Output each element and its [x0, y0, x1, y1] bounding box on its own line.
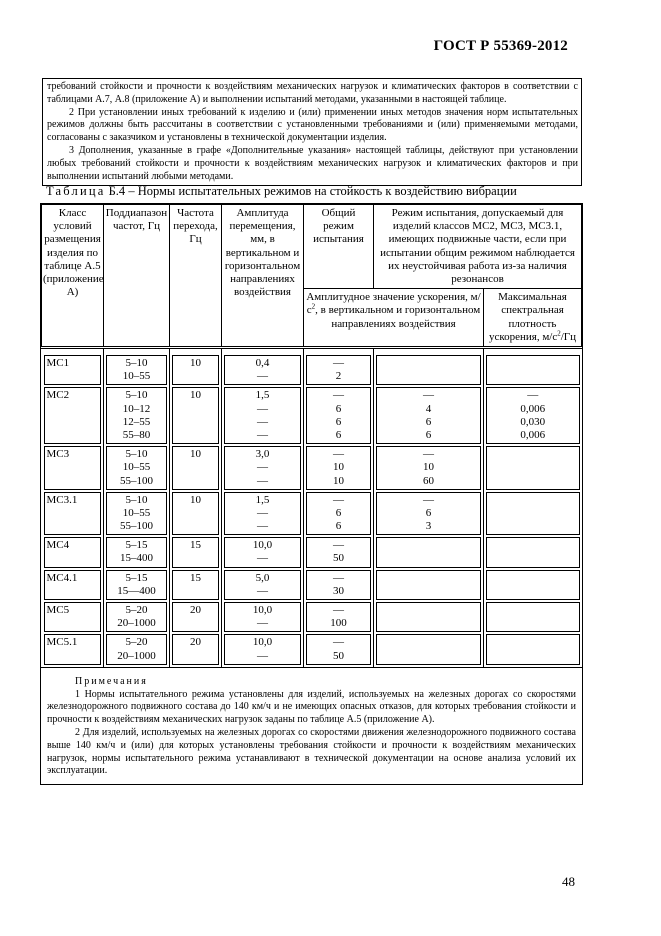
- table-body: [42, 348, 582, 667]
- amplitude-cell: [224, 446, 301, 490]
- cell-line: 10: [190, 448, 201, 461]
- cell-line: МС1: [46, 357, 70, 370]
- cell-line: 10–12: [122, 402, 151, 415]
- cell-line: 0,4: [255, 357, 270, 370]
- cell-line: [487, 617, 579, 630]
- col-amplitude: Амплитуда перемещения, мм, в вертикальном и горизонтальном направлениях воздействия: [222, 205, 304, 348]
- cell-line: 15: [190, 539, 201, 552]
- cell-line: [173, 585, 218, 598]
- movable-cell: [376, 387, 481, 444]
- cell-line: 20–1000: [117, 649, 156, 662]
- cell-line: МС3: [46, 448, 70, 461]
- cell-line: [173, 475, 218, 488]
- cell-line: —: [257, 506, 268, 519]
- cell-line: [47, 370, 101, 383]
- general-cell: [306, 355, 371, 385]
- cell-line: [47, 552, 101, 565]
- amplitude-cell: [224, 634, 301, 664]
- cell-line: —: [333, 604, 344, 617]
- crossover-cell: [172, 446, 219, 490]
- movable-cell: [376, 570, 481, 600]
- cell-line: [173, 416, 218, 429]
- table-notes: [41, 667, 582, 784]
- cell-line: МС4.1: [46, 571, 78, 584]
- cell-line: [377, 357, 480, 370]
- movable-cell: [376, 446, 481, 490]
- cell-line: —: [333, 493, 344, 506]
- notes-item-1: 1 Нормы испытательного режима установлены для изделий, используемых на железных дорогах со скоростями железнодорожного подвижного состава до 140 км/ч и не имеющих опасных отказов, для которых требования стойкости и прочности к воздействиям механических нагрузок заданы по таблице А.5 (приложение А).: [47, 688, 576, 726]
- cell-line: [377, 617, 480, 630]
- cell-line: [487, 572, 579, 585]
- freq-cell: [106, 537, 167, 567]
- cell-line: 6: [335, 520, 342, 533]
- table-row: [42, 602, 582, 634]
- freq-cell: [106, 570, 167, 600]
- table-row: [42, 492, 582, 538]
- cell-line: 20–1000: [117, 617, 156, 630]
- col-acceleration: Амплитудное значение ускорения, $м/с^2$, в вертикальном и горизонтальном направлениях воздействия: [304, 289, 484, 348]
- cell-line: 5–15: [125, 539, 148, 552]
- cell-line: 5–20: [125, 636, 148, 649]
- cell-line: 10: [333, 474, 344, 487]
- psd-cell: [486, 446, 580, 490]
- amplitude-cell: [224, 602, 301, 632]
- cell-line: 15–400: [120, 552, 153, 565]
- amplitude-cell: [224, 537, 301, 567]
- cell-line: [173, 507, 218, 520]
- crossover-cell: [172, 570, 219, 600]
- cell-line: [377, 604, 480, 617]
- cell-line: [487, 475, 579, 488]
- class-cell: [44, 602, 102, 632]
- psd-cell: [486, 537, 580, 567]
- cell-line: МС3.1: [46, 493, 78, 506]
- cell-line: —: [257, 474, 268, 487]
- cell-line: 4: [425, 402, 432, 415]
- note-3: 3 Дополнения, указанные в графе «Дополнительные указания» настоящей таблицы, действуют при установлении любых требований стойкости и прочности к воздействиям механических нагрузок и климатических факторов и при выполнении испытаний любыми методами.: [47, 144, 578, 182]
- cell-line: 60: [423, 474, 434, 487]
- cell-line: 3,0: [255, 448, 270, 461]
- crossover-cell: [172, 355, 219, 385]
- cell-line: 100: [330, 617, 347, 630]
- cell-line: 55–100: [120, 520, 153, 533]
- cell-line: [487, 507, 579, 520]
- amplitude-cell: [224, 570, 301, 600]
- cell-line: [47, 507, 101, 520]
- movable-cell: [376, 537, 481, 567]
- notes-item-2: 2 Для изделий, используемых на железных дорогах со скоростями движения железнодорожного подвижного состава выше 140 км/ч и (или) для которых установлены требования стойкости и прочности к воздействиям механических нагрузок, нормы испытательного режима устанавливают в технической документации на основе анализа условий их эксплуатации.: [47, 726, 576, 777]
- cell-line: —: [257, 415, 268, 428]
- cell-line: [487, 585, 579, 598]
- note-continuation: требований стойкости и прочности к воздействиям механических нагрузок и климатических факторов в соответствии с таблицами А.7, А.8 (приложение А) и выполнении испытаний методами, указанными в настоящей таблице.: [47, 81, 578, 105]
- crossover-cell: [172, 492, 219, 536]
- cell-line: 50: [333, 552, 344, 565]
- page-number: 48: [562, 874, 575, 889]
- freq-cell: [106, 602, 167, 632]
- cell-line: —: [333, 389, 344, 402]
- cell-line: 50: [333, 649, 344, 662]
- cell-line: [487, 552, 579, 565]
- class-cell: [44, 537, 102, 567]
- cell-line: [487, 461, 579, 474]
- cell-line: 15—400: [117, 584, 156, 597]
- cell-line: —: [257, 402, 268, 415]
- cell-line: МС5: [46, 604, 70, 617]
- movable-cell: [376, 602, 481, 632]
- cell-line: [47, 403, 101, 416]
- cell-line: —: [423, 493, 434, 506]
- col-crossover: Частота перехода, Гц: [170, 205, 222, 348]
- notes-heading: Примечания: [75, 675, 148, 687]
- cell-line: —: [333, 448, 344, 461]
- cell-line: [377, 552, 480, 565]
- cell-line: 6: [335, 402, 342, 415]
- cell-line: 6: [335, 415, 342, 428]
- cell-line: 2: [335, 370, 342, 383]
- cell-line: [173, 552, 218, 565]
- cell-line: МС5.1: [46, 636, 78, 649]
- cell-line: 10,0: [252, 604, 273, 617]
- cell-line: [47, 585, 101, 598]
- freq-cell: [106, 355, 167, 385]
- cell-line: —: [257, 428, 268, 441]
- cell-line: [487, 604, 579, 617]
- class-cell: [44, 570, 102, 600]
- cell-line: 6: [425, 428, 432, 441]
- class-cell: [44, 634, 102, 664]
- table-row: [42, 387, 582, 446]
- cell-line: 10,0: [252, 636, 273, 649]
- cell-line: [173, 650, 218, 663]
- table-row: [42, 446, 582, 492]
- cell-line: [487, 539, 579, 552]
- cell-line: [173, 429, 218, 442]
- cell-line: [377, 650, 480, 663]
- cell-line: —: [527, 389, 539, 402]
- class-cell: [44, 446, 102, 490]
- cell-line: [47, 461, 101, 474]
- cell-line: —: [257, 461, 268, 474]
- cell-line: [377, 370, 480, 383]
- col-general: Общий режим испытания: [304, 205, 374, 289]
- table-row: [42, 570, 582, 602]
- cell-line: 5,0: [255, 571, 270, 584]
- cell-line: [487, 494, 579, 507]
- cell-line: [173, 520, 218, 533]
- cell-line: 10–55: [122, 370, 151, 383]
- cell-line: 6: [335, 428, 342, 441]
- freq-cell: [106, 387, 167, 444]
- cell-line: —: [257, 649, 268, 662]
- cell-line: 10–55: [122, 461, 151, 474]
- cell-line: 5–10: [125, 448, 148, 461]
- freq-cell: [106, 634, 167, 664]
- cell-line: [487, 650, 579, 663]
- crossover-cell: [172, 634, 219, 664]
- cell-line: 55–100: [120, 474, 153, 487]
- cell-line: —: [333, 357, 344, 370]
- psd-cell: [486, 355, 580, 385]
- table-caption-number: Б.4: [108, 184, 126, 198]
- movable-cell: [376, 634, 481, 664]
- cell-line: [377, 572, 480, 585]
- class-cell: [44, 387, 102, 444]
- cell-line: 5–20: [125, 604, 148, 617]
- cell-line: 5–10: [125, 493, 148, 506]
- cell-line: 10–55: [122, 506, 151, 519]
- cell-line: 0,006: [520, 428, 546, 441]
- table-caption: [46, 184, 517, 199]
- freq-cell: [106, 446, 167, 490]
- crossover-cell: [172, 387, 219, 444]
- col-movable: Режим испытания, допускаемый для изделий классов МС2, МС3, МС3.1, имеющих подвижные части, если при испытании общим режимом наблюдается их неустойчивая работа из-за наличия резонансов: [374, 205, 582, 289]
- note-2: 2 При установлении иных требований к изделию и (или) применении иных методов значения норм испытательных режимов должны быть рассчитаны в соответствии с установленными требованиями и (или) применяемыми методами, согласованы с заказчиком и установлены в технической документации изделия.: [47, 106, 578, 144]
- cell-line: —: [333, 636, 344, 649]
- cell-line: 30: [333, 584, 344, 597]
- cell-line: 55–80: [122, 428, 151, 441]
- cell-line: [487, 636, 579, 649]
- cell-line: 3: [425, 520, 432, 533]
- cell-line: [47, 475, 101, 488]
- general-cell: [306, 446, 371, 490]
- cell-line: [173, 617, 218, 630]
- cell-line: [173, 370, 218, 383]
- cell-line: [47, 416, 101, 429]
- cell-line: —: [257, 370, 268, 383]
- cell-line: [487, 448, 579, 461]
- psd-cell: [486, 492, 580, 536]
- cell-line: —: [333, 571, 344, 584]
- table-row: [42, 537, 582, 569]
- freq-cell: [106, 492, 167, 536]
- cell-line: —: [257, 617, 268, 630]
- previous-table-notes: [42, 78, 582, 186]
- cell-line: 1,5: [255, 493, 270, 506]
- cell-line: 10,0: [252, 539, 273, 552]
- cell-line: 10: [190, 493, 201, 506]
- general-cell: [306, 634, 371, 664]
- cell-line: 20: [190, 636, 201, 649]
- amplitude-cell: [224, 387, 301, 444]
- cell-line: [173, 403, 218, 416]
- cell-line: [487, 520, 579, 533]
- cell-line: —: [257, 520, 268, 533]
- cell-line: —: [257, 552, 268, 565]
- cell-line: 20: [190, 604, 201, 617]
- cell-line: МС4: [46, 539, 70, 552]
- general-cell: [306, 570, 371, 600]
- crossover-cell: [172, 537, 219, 567]
- general-cell: [306, 492, 371, 536]
- cell-line: [487, 370, 579, 383]
- col-subrange: Поддиапазон частот, Гц: [104, 205, 170, 348]
- table-row: [42, 634, 582, 666]
- cell-line: [47, 617, 101, 630]
- cell-line: —: [423, 448, 434, 461]
- col-psd: Максимальная спектральная плотность ускорения, $м/с^2/Гц$: [484, 289, 582, 348]
- cell-line: [377, 585, 480, 598]
- psd-cell: [486, 570, 580, 600]
- cell-line: 15: [190, 571, 201, 584]
- cell-line: —: [257, 584, 268, 597]
- cell-line: 0,006: [520, 402, 546, 415]
- amplitude-cell: [224, 355, 301, 385]
- cell-line: 0,030: [520, 415, 546, 428]
- cell-line: 6: [335, 506, 342, 519]
- cell-line: 10: [190, 389, 201, 402]
- cell-line: [377, 539, 480, 552]
- general-cell: [306, 387, 371, 444]
- cell-line: [47, 650, 101, 663]
- cell-line: [47, 520, 101, 533]
- class-cell: [44, 355, 102, 385]
- cell-line: [173, 461, 218, 474]
- crossover-cell: [172, 602, 219, 632]
- col-class: Класс условий размещения изделия по таблице А.5 (приложение А): [42, 205, 104, 348]
- standard-header: ГОСТ Р 55369-2012: [433, 38, 568, 54]
- cell-line: —: [333, 539, 344, 552]
- cell-line: —: [423, 389, 434, 402]
- cell-line: 1,5: [255, 389, 270, 402]
- cell-line: 10: [423, 461, 434, 474]
- cell-line: МС2: [46, 389, 70, 402]
- cell-line: 10: [190, 357, 201, 370]
- general-cell: [306, 537, 371, 567]
- psd-cell: [486, 387, 580, 444]
- general-cell: [306, 602, 371, 632]
- cell-line: 6: [425, 415, 432, 428]
- cell-line: [377, 636, 480, 649]
- movable-cell: [376, 492, 481, 536]
- class-cell: [44, 492, 102, 536]
- table-caption-prefix: Таблица: [46, 184, 106, 198]
- cell-line: 5–10: [125, 357, 148, 370]
- cell-line: 6: [425, 506, 432, 519]
- cell-line: 10: [333, 461, 344, 474]
- movable-cell: [376, 355, 481, 385]
- cell-line: [47, 429, 101, 442]
- vibration-table: [40, 203, 583, 785]
- psd-cell: [486, 602, 580, 632]
- psd-cell: [486, 634, 580, 664]
- cell-line: 5–10: [125, 389, 148, 402]
- cell-line: [487, 357, 579, 370]
- table-row: [42, 355, 582, 387]
- cell-line: 5–15: [125, 571, 148, 584]
- cell-line: 12–55: [122, 415, 151, 428]
- amplitude-cell: [224, 492, 301, 536]
- table-caption-title: – Нормы испытательных режимов на стойкость к воздействию вибрации: [128, 184, 517, 198]
